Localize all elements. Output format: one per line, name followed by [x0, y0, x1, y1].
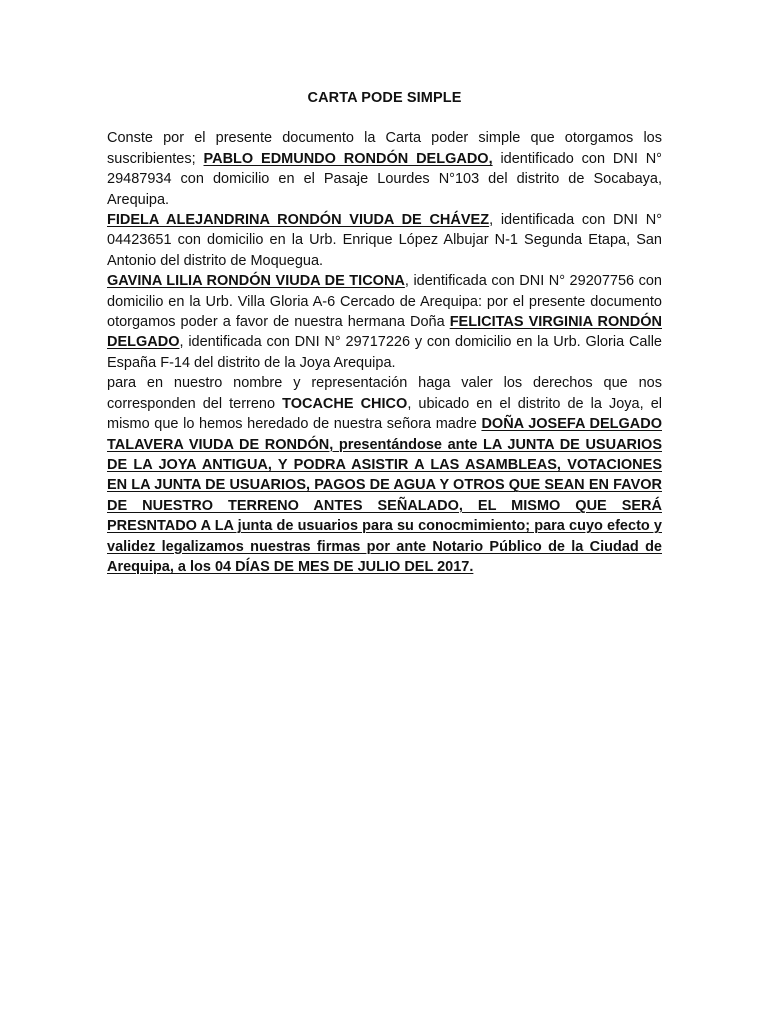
document-page	[107, 88, 662, 577]
closing-clause: DOÑA JOSEFA DELGADO TALAVERA VIUDA DE RONDÓN, presentándose ante LA JUNTA DE USUARIOS DE LA JOYA ANTIGUA, Y PODRA ASISTIR A LAS ASAMBLEAS, VOTACIONES EN LA JUNTA DE USUARIOS, PAGOS DE AGUA Y OTROS QUE SEAN EN FAVOR DE NUESTRO TERRENO ANTES SEÑALADO, EL MISMO QUE SERÁ PRESNTADO A LA junta de usuarios para su conocmimiento; para cuyo efecto y validez legalizamos nuestras firmas por ante Notario Público de la Ciudad de Arequipa, a los 04 DÍAS DE MES DE JULIO DEL 2017.	[107, 416, 662, 575]
paragraph-grantor-2	[107, 210, 662, 271]
grantor-name-2: FIDELA ALEJANDRINA RONDÓN VIUDA DE CHÁVEZ	[107, 212, 490, 229]
text-segment: , identificada con DNI N° 29717226 y con domicilio en la Urb. Gloria Calle España F-14 del distrito de la Joya Arequipa.	[107, 334, 662, 371]
paragraph-powers	[107, 373, 662, 577]
property-name: TOCACHE CHICO	[282, 395, 408, 412]
text-segment: , ubicado en el distrito de la Joya, el mismo que lo hemos heredado de nuestra señora madre	[107, 395, 662, 433]
paragraph-grantor-3	[107, 271, 662, 373]
document-title: CARTA PODE SIMPLE	[307, 90, 462, 106]
text-segment: , identificada con DNI N° 29207756 con domicilio en la Urb. Villa Gloria A-6 Cercado de Arequipa: por el presente documento otorgamos poder a favor de nuestra hermana Doña	[107, 273, 662, 331]
attorney-name: FELICITAS VIRGINIA RONDÓN DELGADO	[107, 314, 662, 351]
paragraph-grantor-1	[107, 128, 662, 210]
text-segment: , identificada con DNI N° 04423651 con domicilio en la Urb. Enrique López Albujar N-1 Segunda Etapa, San Antonio del distrito de Moquegua.	[107, 212, 662, 269]
text-segment: Conste por el presente documento la Carta poder simple que otorgamos los suscribientes;	[107, 130, 662, 167]
text-segment: para en nuestro nombre y representación haga valer los derechos que nos corresponden del terreno	[107, 375, 662, 412]
grantor-name-1: PABLO EDMUNDO RONDÓN DELGADO,	[203, 150, 493, 167]
grantor-name-3: GAVINA LILIA RONDÓN VIUDA DE TICONA	[107, 273, 405, 290]
text-segment: identificado con DNI N° 29487934 con domicilio en el Pasaje Lourdes N°103 del distrito de Socabaya, Arequipa.	[107, 150, 662, 208]
